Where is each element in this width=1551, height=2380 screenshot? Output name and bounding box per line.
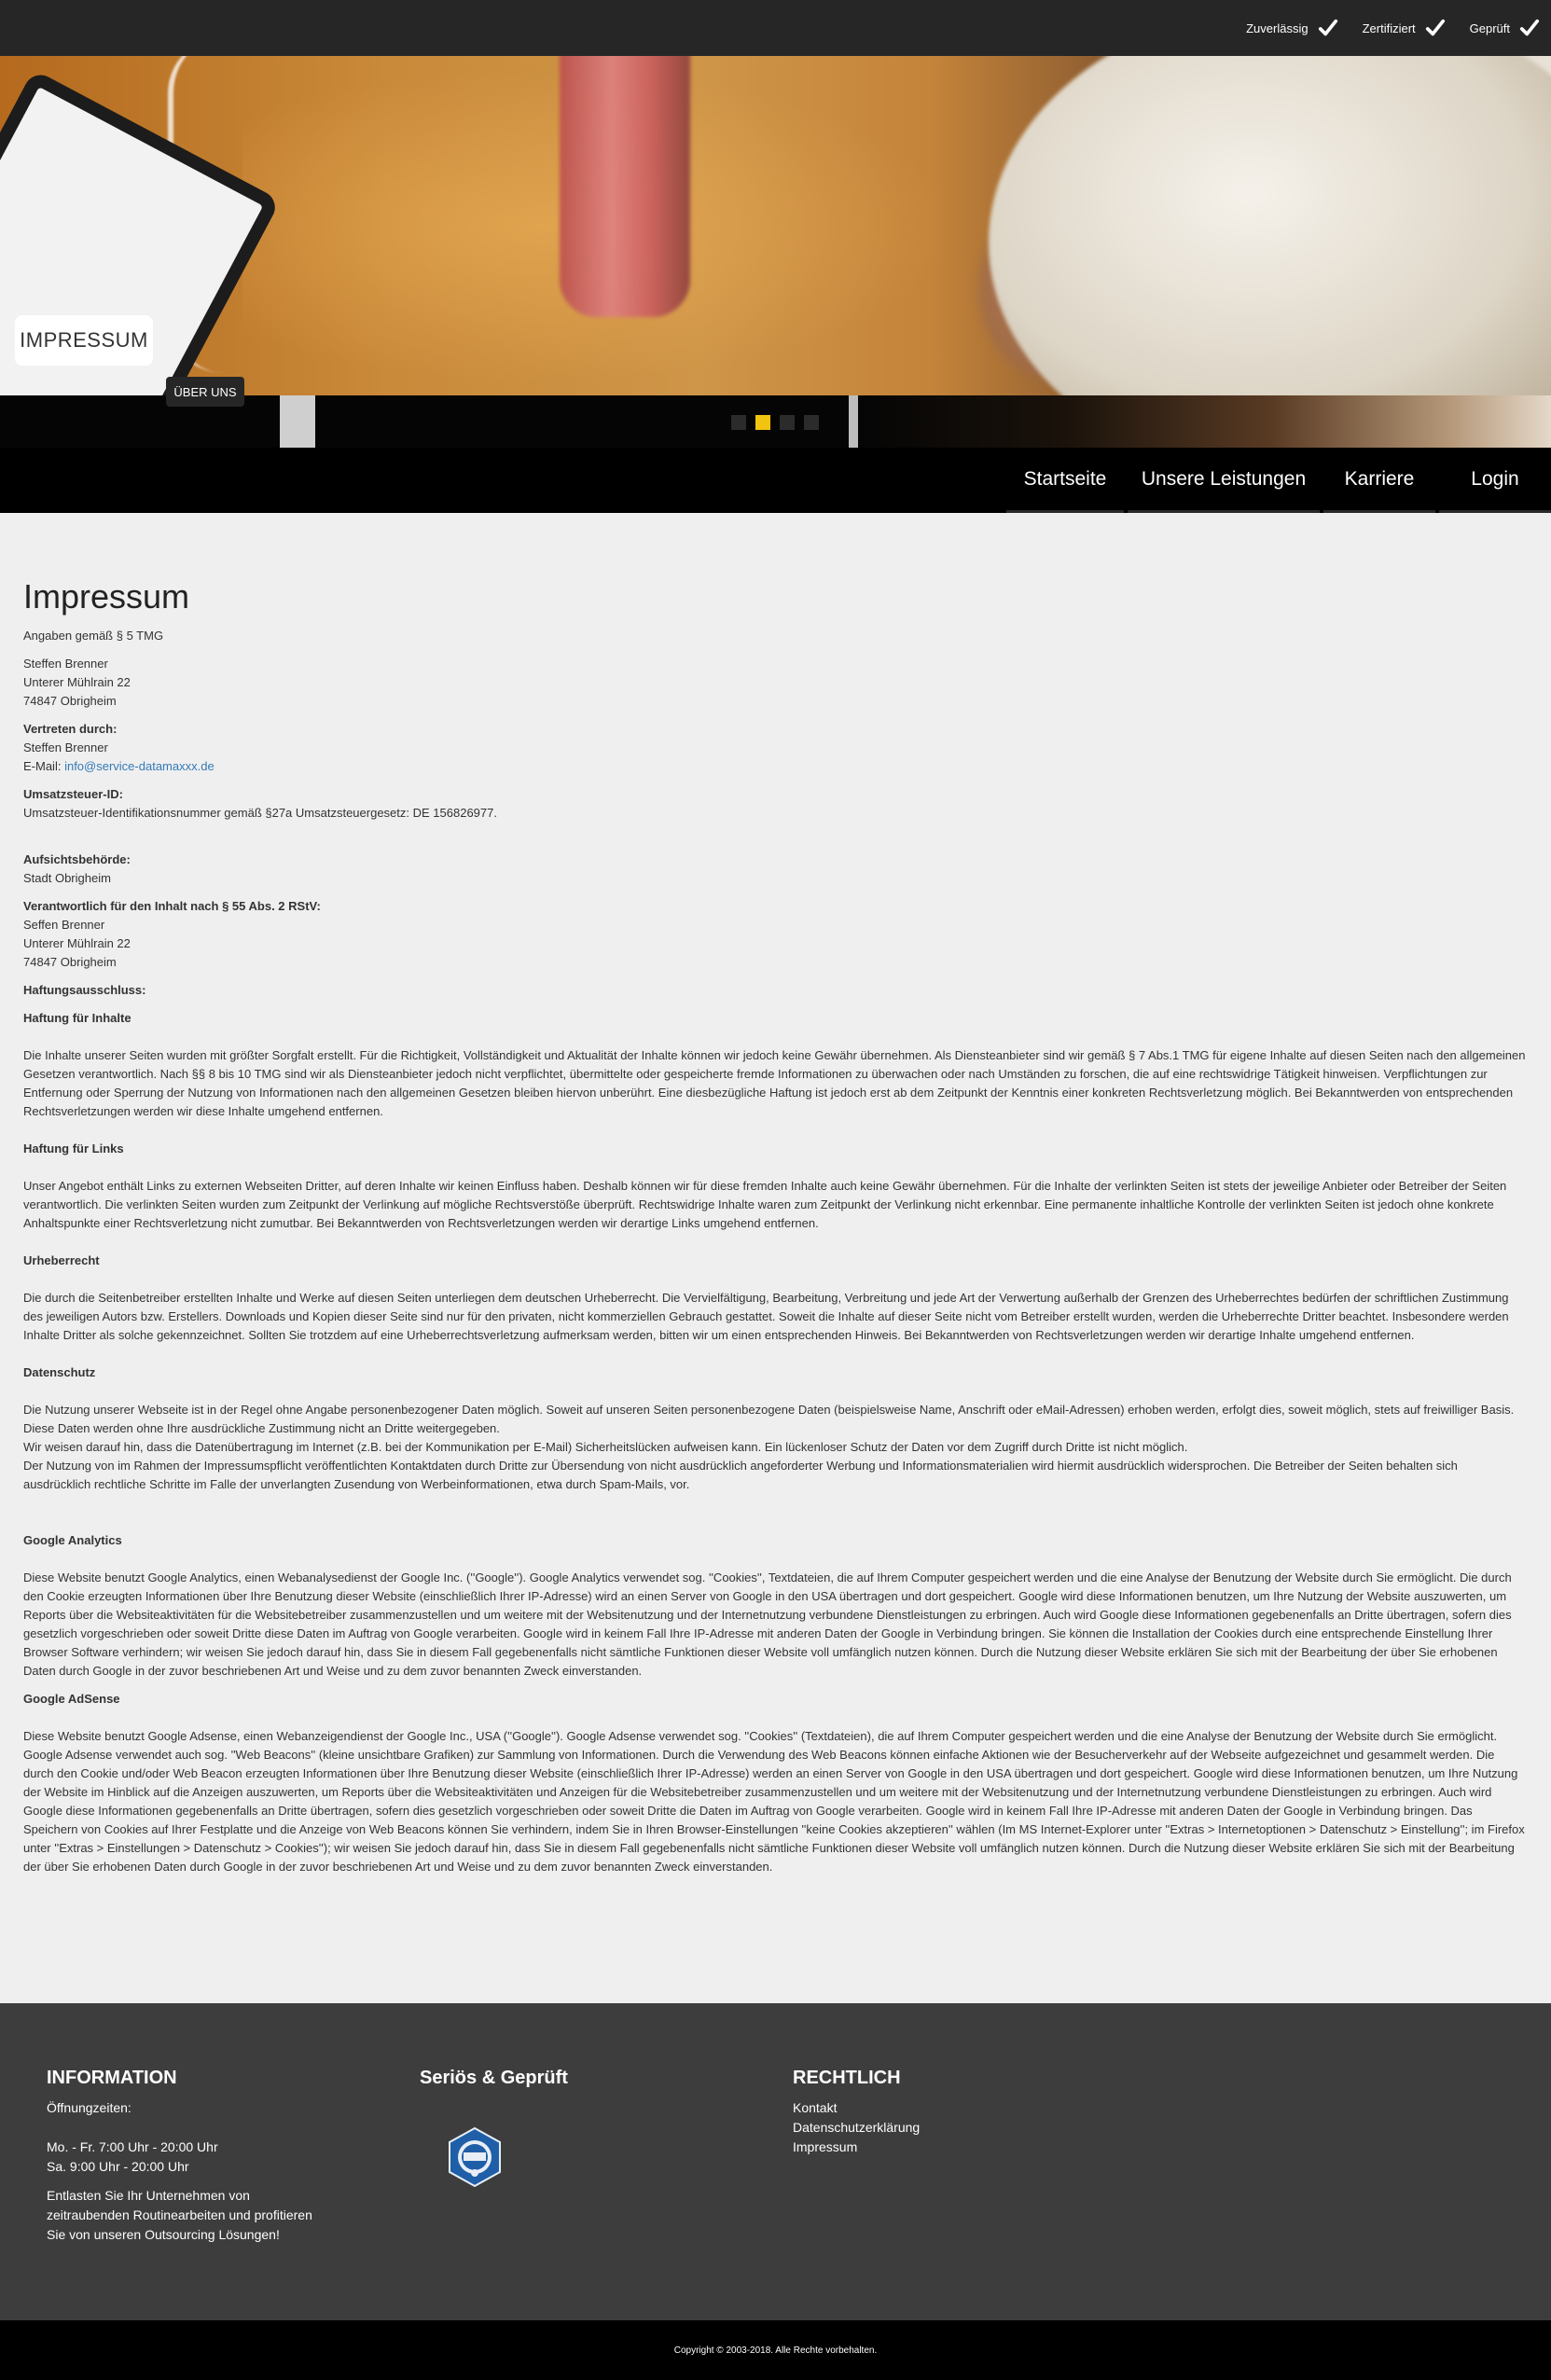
- nav-unsere-leistungen[interactable]: Unsere Leistungen: [1128, 448, 1320, 513]
- analytics-heading: Google Analytics: [23, 1533, 122, 1547]
- badge-zertifiziert: [1363, 18, 1446, 38]
- datenschutz-paragraph: Wir weisen darauf hin, dass die Datenübertragung im Internet (z.B. bei der Kommunikation per E-Mail) Sicherheitslücken aufweisen kann. Ein lückenloser Schutz der Daten vor dem Zugriff durch Dritte ist nicht möglich.: [23, 1440, 1188, 1454]
- copyright: Copyright © 2003-2018. Alle Rechte vorbehalten.: [0, 2320, 1551, 2380]
- datenschutz-text: [23, 1401, 1527, 1494]
- address-line: 74847 Obrigheim: [23, 694, 117, 708]
- haftung-inhalte-text: Die Inhalte unserer Seiten wurden mit größter Sorgfalt erstellt. Für die Richtigkeit, Vollständigkeit und Aktualität der Inhalte können wir jedoch keine Gewähr übernehmen. Als Diensteanbieter sind wir gemäß § 7 Abs.1 TMG für eigene Inhalte auf diesen Seiten nach den allgemeinen Gesetzen verantwortlich. Nach §§ 8 bis 10 TMG sind wir als Diensteanbieter jedoch nicht verpflichtet, übermittelte oder gespeicherte fremde Informationen zu überwachen oder nach Umständen zu forschen, die auf eine rechtswidrige Tätigkeit hinweisen. Verpflichtungen zur Entfernung oder Sperrung der Nutzung von Informationen nach den allgemeinen Gesetzen bleiben hiervon unberührt. Eine diesbezügliche Haftung ist jedoch erst ab dem Zeitpunkt der Kenntnis einer konkreten Rechtsverletzung möglich. Bei Bekanntwerden von entsprechenden Rechtsverletzungen werden wir diese Inhalte umgehend entfernen.: [23, 1048, 1526, 1118]
- tmg-line: Angaben gemäß § 5 TMG: [23, 629, 164, 643]
- footer-serioes-title: Seriös & Geprüft: [420, 2068, 568, 2088]
- haftung-links-text: Unser Angebot enthält Links zu externen Webseiten Dritter, auf deren Inhalte wir keinen Einfluss haben. Deshalb können wir für diese fremden Inhalte auch keine Gewähr übernehmen. Für die Inhalte der verlinkten Seiten ist stets der jeweilige Anbieter oder Betreiber der Seiten verantwortlich. Die verlinkten Seiten wurden zum Zeitpunkt der Verlinkung auf mögliche Rechtsverstöße überprüft. Rechtswidrige Inhalte waren zum Zeitpunkt der Verlinkung nicht erkennbar. Eine permanente inhaltliche Kontrolle der verlinkten Seiten ist jedoch ohne konkrete Anhaltspunkte einer Rechtsverletzung nicht zumutbar. Bei Bekanntwerden von Rechtsverletzungen werden wir derartige Links umgehend entfernen.: [23, 1179, 1507, 1230]
- email-label: E-Mail:: [23, 759, 62, 773]
- badge-geprueft: [1470, 18, 1540, 38]
- slider-right-decoration: [849, 395, 858, 448]
- datenschutz-heading: Datenschutz: [23, 1365, 96, 1379]
- aufsicht-heading: Aufsichtsbehörde:: [23, 852, 131, 866]
- footer-slogan-line: Sie von unseren Outsourcing Lösungen!: [47, 2227, 280, 2242]
- top-bar: [0, 0, 1551, 56]
- slider-fade-decoration: [858, 395, 1551, 448]
- check-icon: [1318, 18, 1338, 38]
- impressum-content: [23, 576, 1527, 1886]
- footer-link-impressum[interactable]: Impressum: [793, 2139, 858, 2154]
- ueber-uns-button[interactable]: ÜBER UNS: [166, 377, 244, 407]
- hero-banner: [0, 56, 1551, 395]
- hero-can-decoration: [560, 56, 690, 317]
- slider-dot-4[interactable]: [804, 415, 819, 430]
- trust-badges: [1235, 0, 1540, 56]
- main-nav: [0, 448, 1551, 513]
- nav-items: [1003, 448, 1551, 513]
- urheberrecht-heading: Urheberrecht: [23, 1253, 100, 1267]
- ust-heading: Umsatzsteuer-ID:: [23, 787, 123, 801]
- verantwortlich-line: Seffen Brenner: [23, 918, 105, 932]
- badge-zuverlaessig: [1246, 18, 1337, 38]
- nav-karriere[interactable]: Karriere: [1323, 448, 1435, 513]
- vertreten-name: Steffen Brenner: [23, 740, 108, 754]
- footer-slogan-line: Entlasten Sie Ihr Unternehmen von: [47, 2188, 250, 2203]
- verantwortlich-block: [23, 897, 1527, 972]
- check-icon: [1425, 18, 1446, 38]
- slider-dot-1[interactable]: [731, 415, 746, 430]
- aufsicht-block: [23, 851, 1527, 888]
- address-line: Unterer Mühlrain 22: [23, 675, 131, 689]
- ust-text: Umsatzsteuer-Identifikationsnummer gemäß §27a Umsatzsteuergesetz: DE 156826977.: [23, 806, 497, 820]
- footer-link-datenschutz[interactable]: Datenschutzerklärung: [793, 2120, 921, 2135]
- page-title: Impressum: [23, 577, 190, 616]
- opening-hours-label: Öffnungzeiten:: [47, 2100, 132, 2115]
- urheberrecht-text: Die durch die Seitenbetreiber erstellten Inhalte und Werke auf diesen Seiten unterliegen dem deutschen Urheberrecht. Die Vervielfältigung, Bearbeitung, Verbreitung und jede Art der Verwertung außerhalb der Grenzen des Urheberrechtes bedürfen der schriftlichen Zustimmung des jeweiligen Autors bzw. Erstellers. Downloads und Kopien dieser Seite sind nur für den privaten, nicht kommerziellen Gebrauch gestattet. Soweit die Inhalte auf dieser Seite nicht vom Betreiber erstellt wurden, werden die Urheberrechte Dritter beachtet. Insbesondere werden Inhalte Dritter als solche gekennzeichnet. Sollten Sie trotzdem auf eine Urheberrechtsverletzung aufmerksam werden, bitten wir um einen entsprechenden Hinweis. Bei Bekanntwerden von Rechtsverletzungen werden wir derartige Inhalte umgehend entfernen.: [23, 1291, 1509, 1342]
- footer: [0, 2003, 1551, 2320]
- badge-label: Geprüft: [1469, 21, 1510, 35]
- footer-slogan-line: zeitraubenden Routinearbeiten und profitieren: [47, 2207, 312, 2222]
- datenschutz-paragraph: Der Nutzung von im Rahmen der Impressumspflicht veröffentlichten Kontaktdaten durch Dritte zur Übersendung von nicht ausdrücklich angeforderter Werbung und Informationsmaterialien wird hiermit ausdrücklich widersprochen. Die Betreiber der Seiten behalten sich ausdrücklich rechtliche Schritte im Falle der unverlangten Zusendung von Werbeinformationen, etwa durch Spam-Mails, vor.: [23, 1459, 1458, 1491]
- address-line: Steffen Brenner: [23, 657, 108, 671]
- analytics-text: Diese Website benutzt Google Analytics, einen Webanalysedienst der Google Inc. (''Google''). Google Analytics verwendet sog. ''Cookies'', Textdateien, die auf Ihrem Computer gespeichert werden und die eine Analyse der Benutzung der Website durch Sie ermöglicht. Die durch den Cookie erzeugten Informationen über Ihre Benutzung dieser Website (einschließlich Ihrer IP-Adresse) wird an einen Server von Google in den USA übertragen und dort gespeichert. Google wird diese Informationen benutzen, um Ihre Nutzung der Website auszuwerten, um Reports über die Websiteaktivitäten für die Websitebetreiber zusammenzustellen und um weitere mit der Websitenutzung und der Internetnutzung verbundene Dienstleistungen zu erbringen. Auch wird Google diese Informationen gegebenenfalls an Dritte übertragen, sofern dies gesetzlich vorgeschrieben oder soweit Dritte diese Daten im Auftrag von Google verarbeiten. Google wird in keinem Fall Ihre IP-Adresse mit anderen Daten der Google in Verbindung bringen. Sie können die Installation der Cookies durch eine entsprechende Einstellung Ihrer Browser Software verhindern; wir weisen Sie jedoch darauf hin, dass Sie in diesem Fall gegebenenfalls nicht sämtliche Funktionen dieser Website voll umfänglich nutzen können. Durch die Nutzung dieser Website erklären Sie sich mit der Bearbeitung der über Sie erhobenen Daten durch Google in der zuvor beschriebenen Art und Weise und zu dem zuvor benannten Zweck einverstanden.: [23, 1571, 1512, 1678]
- haftung-links-heading: Haftung für Links: [23, 1142, 124, 1155]
- tuev-seal-icon: [444, 2126, 505, 2188]
- footer-rechtlich: [793, 2067, 1101, 2157]
- ust-block: [23, 785, 1527, 823]
- slider-dot-2[interactable]: [755, 415, 770, 430]
- adsense-heading: Google AdSense: [23, 1692, 120, 1706]
- opening-hours-line: Mo. - Fr. 7:00 Uhr - 20:00 Uhr: [47, 2139, 218, 2154]
- haftung-inhalte-heading: Haftung für Inhalte: [23, 1011, 132, 1025]
- slider-dots: [731, 415, 819, 430]
- footer-rechtlich-title: RECHTLICH: [793, 2068, 901, 2088]
- badge-label: Zertifiziert: [1362, 21, 1416, 35]
- nav-login[interactable]: Login: [1439, 448, 1551, 513]
- hero-hair-decoration: [989, 56, 1551, 395]
- verantwortlich-line: Unterer Mühlrain 22: [23, 936, 131, 950]
- haftungsausschluss-heading: Haftungsausschluss:: [23, 983, 146, 997]
- datenschutz-paragraph: Die Nutzung unserer Webseite ist in der Regel ohne Angabe personenbezogener Daten möglich. Soweit auf unseren Seiten personenbezogene Daten (beispielsweise Name, Anschrift oder eMail-Adressen) erhoben werden, erfolgt dies, soweit möglich, stets auf freiwilliger Basis. Diese Daten werden ohne Ihre ausdrückliche Zustimmung nicht an Dritte weitergegeben.: [23, 1403, 1515, 1435]
- hero-title: IMPRESSUM: [15, 315, 153, 366]
- vertreten-block: [23, 720, 1527, 776]
- footer-serioes: [420, 2067, 727, 2193]
- slider-dot-3[interactable]: [780, 415, 795, 430]
- check-icon: [1519, 18, 1540, 38]
- vertreten-heading: Vertreten durch:: [23, 722, 118, 736]
- slider-left-decoration: [280, 395, 315, 448]
- nav-startseite[interactable]: Startseite: [1006, 448, 1124, 513]
- verantwortlich-line: 74847 Obrigheim: [23, 955, 117, 969]
- adsense-text: Diese Website benutzt Google Adsense, einen Webanzeigendienst der Google Inc., USA (''Google''). Google Adsense verwendet sog. ''Cookies'' (Textdateien), die auf Ihrem Computer gespeichert werden und die eine Analyse der Benutzung der Website durch Sie ermöglicht. Google Adsense verwendet auch sog. ''Web Beacons'' (kleine unsichtbare Grafiken) zur Sammlung von Informationen. Durch die Verwendung des Web Beacons können einfache Aktionen wie der Besucherverkehr auf der Webseite aufgezeichnet und gesammelt werden. Die durch den Cookie und/oder Web Beacon erzeugten Informationen über Ihre Benutzung dieser Website (einschließlich Ihrer IP-Adresse) werden an einen Server von Google in den USA übertragen und dort gespeichert. Google wird diese Informationen benutzen, um Ihre Nutzung der Website im Hinblick auf die Anzeigen auszuwerten, um Reports über die Websiteaktivitäten und Anzeigen für die Websitebetreiber zusammenzustellen und um weitere mit der Websitenutzung und der Internetnutzung verbundene Dienstleistungen zu erbringen. Auch wird Google diese Informationen gegebenenfalls an Dritte übertragen, sofern dies gesetzlich vorgeschrieben oder soweit Dritte die Daten im Auftrag von Google verarbeiten. Google wird in keinem Fall Ihre IP-Adresse mit anderen Daten der Google in Verbindung bringen. Das Speichern von Cookies auf Ihrer Festplatte und die Anzeige von Web Beacons können Sie verhindern, indem Sie in Ihren Browser-Einstellungen ''keine Cookies akzeptieren'' wählen (Im MS Internet-Explorer unter ''Extras > Internetoptionen > Datenschutz > Einstellung''; im Firefox unter ''Extras > Einstellungen > Datenschutz > Cookies''); wir weisen Sie jedoch darauf hin, dass Sie in diesem Fall gegebenenfalls nicht sämtliche Funktionen dieser Website voll umfänglich nutzen können. Durch die Nutzung dieser Website erklären Sie sich mit der Bearbeitung der über Sie erhobenen Daten durch Google in der zuvor beschriebenen Art und Weise und zu dem zuvor benannten Zweck einverstanden.: [23, 1729, 1525, 1874]
- verantwortlich-heading: Verantwortlich für den Inhalt nach § 55 Abs. 2 RStV:: [23, 899, 321, 913]
- email-link[interactable]: info@service-datamaxxx.de: [64, 759, 215, 773]
- footer-information: [47, 2067, 354, 2245]
- aufsicht-text: Stadt Obrigheim: [23, 871, 111, 885]
- footer-info-title: INFORMATION: [47, 2068, 177, 2088]
- address-block: [23, 655, 1527, 711]
- footer-link-kontakt[interactable]: Kontakt: [793, 2100, 838, 2115]
- badge-label: Zuverlässig: [1246, 21, 1309, 35]
- opening-hours-line: Sa. 9:00 Uhr - 20:00 Uhr: [47, 2159, 189, 2174]
